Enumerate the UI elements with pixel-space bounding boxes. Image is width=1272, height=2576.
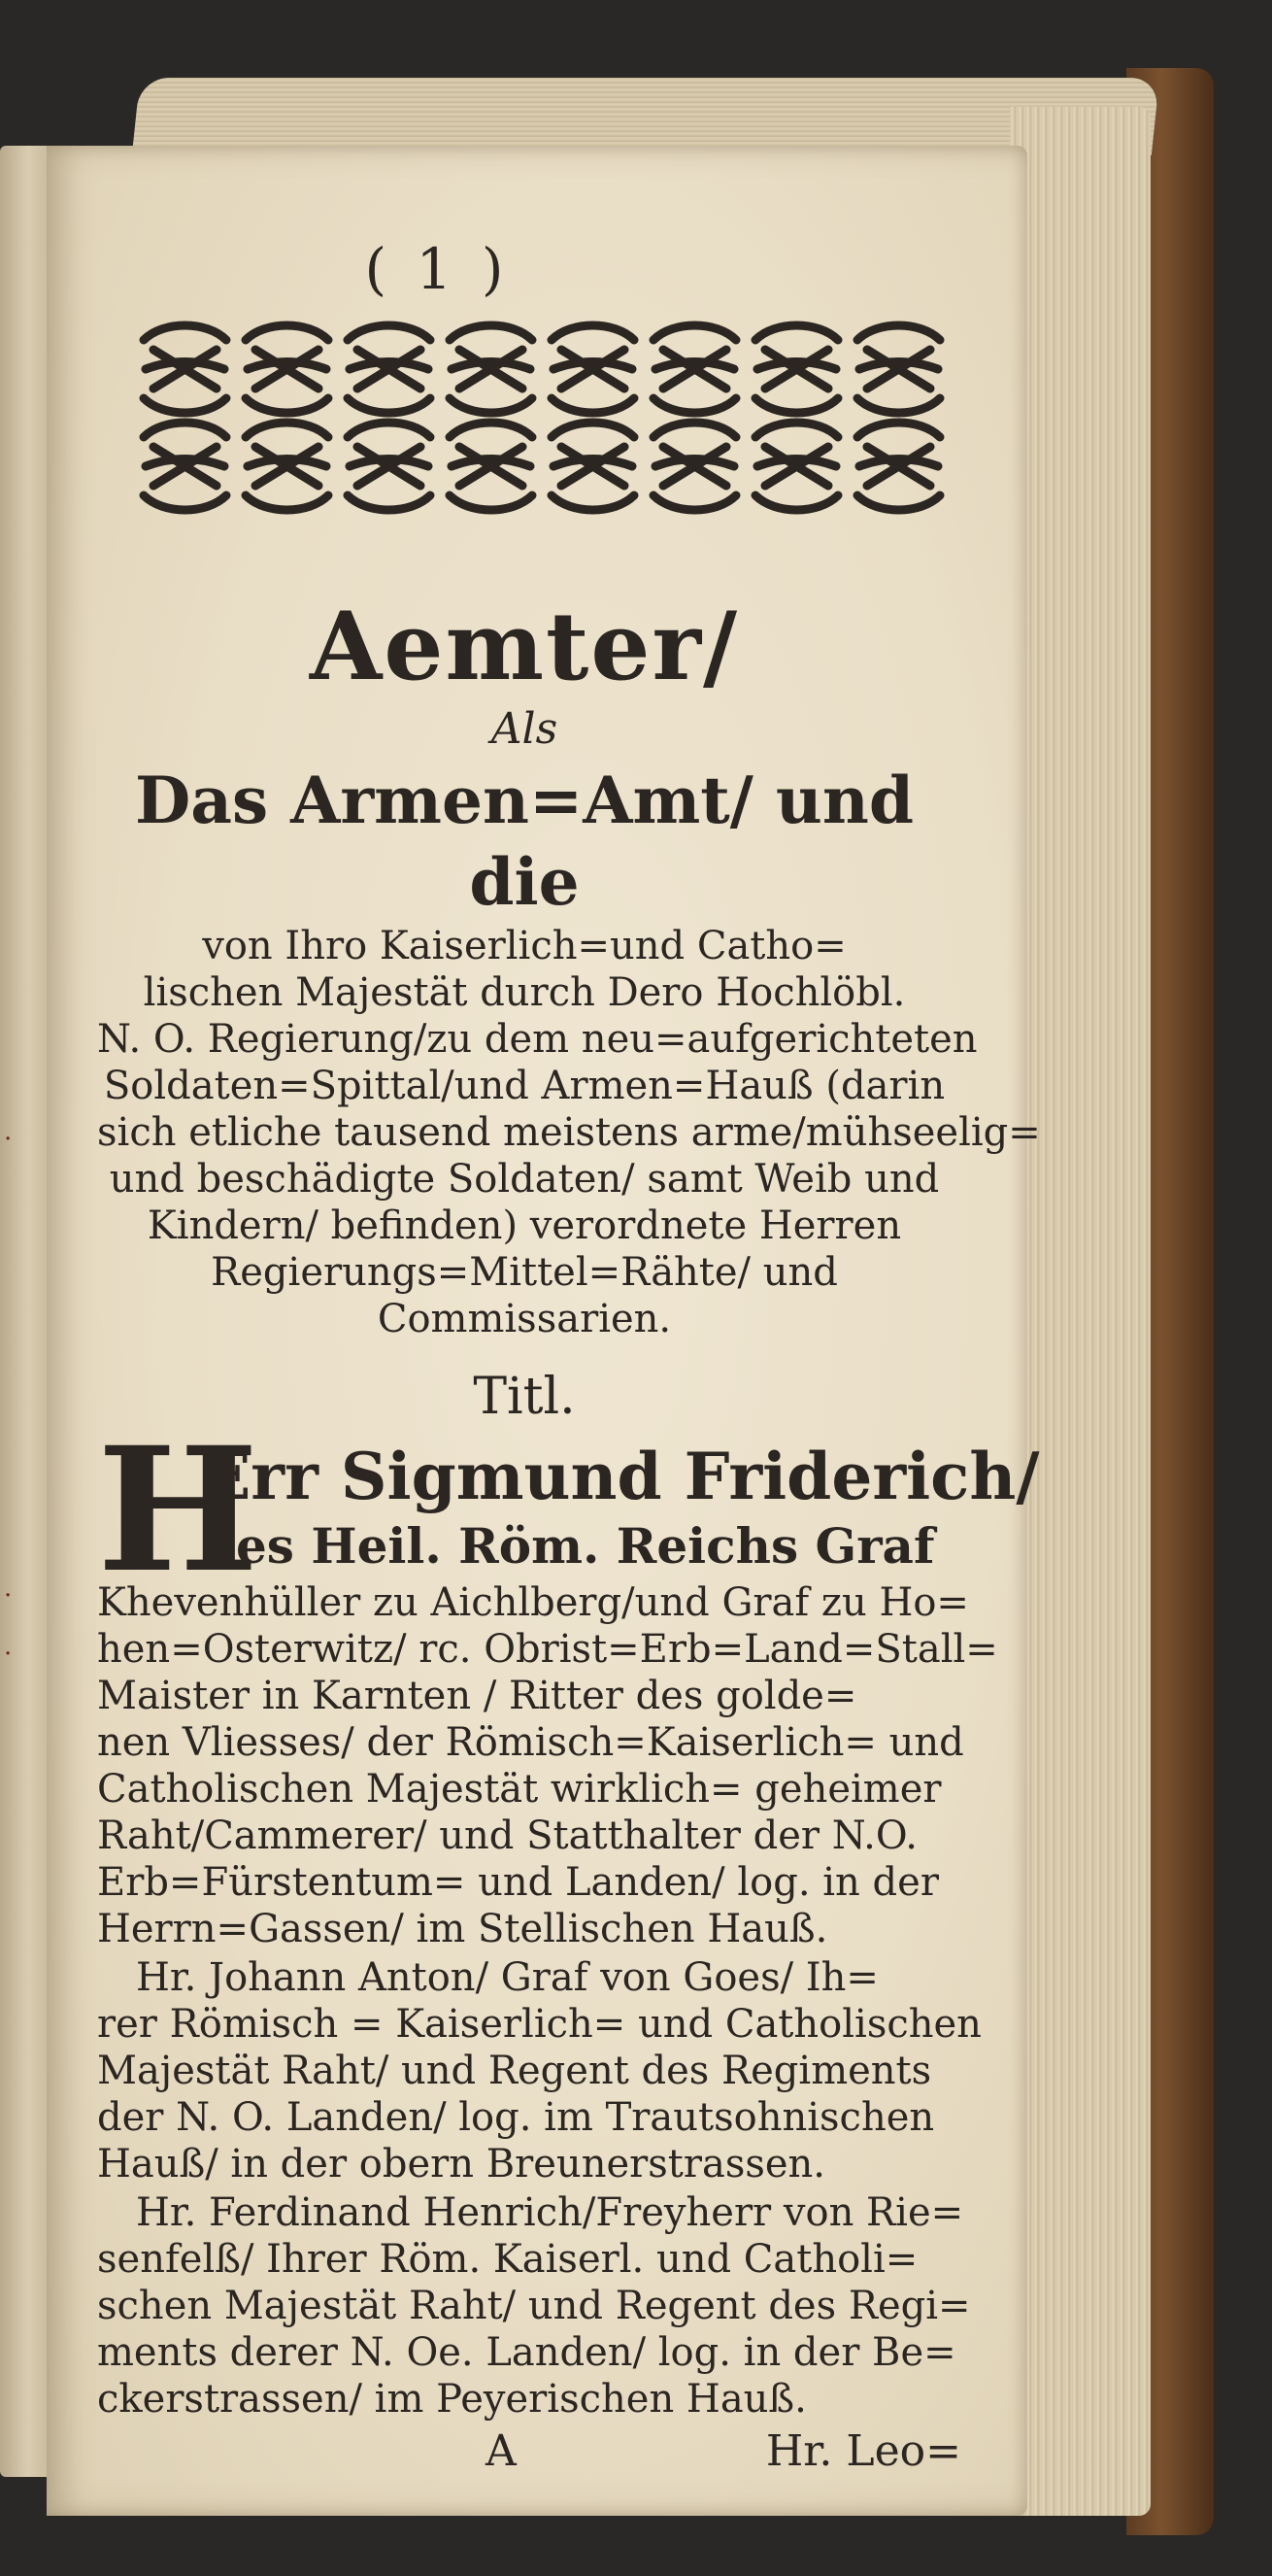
ornament-knot [653, 325, 736, 413]
dropcap: H [97, 1409, 259, 1610]
ornament-band [134, 321, 950, 515]
intro-line: von Ihro Kaiserlich=und Catho= [202, 924, 847, 968]
entry-line: Khevenhüller zu Aichlberg/und Graf zu Ho= [97, 1580, 969, 1625]
ornament-knot [348, 325, 430, 413]
entry-line: Raht/Cammerer/ und Statthalter der N.O. [97, 1813, 919, 1858]
ornament-knot [144, 325, 226, 413]
entry-line: Hr. Johann Anton/ Graf von Goes/ Ih= [136, 1955, 879, 2000]
ornament-knot [653, 423, 736, 510]
ornament-knot [246, 325, 328, 413]
intro-line: und beschädigte Soldaten/ samt Weib und [109, 1157, 940, 1202]
ornament-knot [755, 325, 838, 413]
page-footer [97, 2423, 961, 2481]
heading: Aemter/ [309, 592, 740, 701]
entry-line: hen=Osterwitz/ rc. Obrist=Erb=Land=Stall= [97, 1627, 998, 1672]
red-mark: · [4, 1640, 13, 1669]
intro-line: N. O. Regierung/zu dem neu=aufgerichteten [97, 1017, 978, 1062]
first-entry [97, 1409, 1040, 1952]
ornament-knot [857, 423, 940, 510]
entry-line: der N. O. Landen/ log. im Trautsohnischen [97, 2095, 935, 2140]
entry-line: senfelß/ Ihrer Röm. Kaiserl. und Catholi= [97, 2237, 919, 2282]
ornament-knot [348, 423, 430, 510]
entry-line: Erb=Fürstentum= und Landen/ log. in der [97, 1860, 939, 1905]
page-top-edges [132, 78, 1159, 155]
entry-line: nen Vliesses/ der Römisch=Kaiserlich= und [97, 1720, 964, 1765]
catchword: Hr. Leo= [765, 2426, 961, 2476]
ornament-knot [755, 423, 838, 510]
first-entry-line2: des Heil. Röm. Reichs Graf [202, 1517, 935, 1575]
entry-goes [97, 1954, 982, 2187]
ornament-knot [144, 423, 226, 510]
entry-line: Hr. Ferdinand Henrich/Freyherr von Rie= [136, 2190, 964, 2235]
facing-page-sliver [0, 146, 47, 2477]
ornament-knot [450, 423, 532, 510]
ornament-knot [552, 325, 634, 413]
red-mark: · [4, 1581, 13, 1610]
entry-line: rer Römisch = Kaiserlich= und Catholischen [97, 2002, 982, 2047]
ornament-knot [857, 325, 940, 413]
intro-line: Commissarien. [377, 1297, 672, 1341]
page-number: ( 1 ) [364, 236, 510, 302]
intro-paragraph [97, 923, 1041, 1342]
intro-line: lischen Majestät durch Dero Hochlöbl. [143, 970, 906, 1015]
entry-line: Maister in Karnten / Ritter des golde= [97, 1674, 857, 1718]
entry-riesenfels [97, 2189, 971, 2423]
entry-line: ments derer N. Oe. Landen/ log. in der Be= [97, 2330, 956, 2375]
entry-line: Herrn=Gassen/ im Stellischen Hauß. [97, 1907, 828, 1951]
signature-mark: A [485, 2426, 517, 2476]
first-entry-body [97, 1579, 998, 1952]
intro-line: sich etliche tausend meistens arme/mühseelig= [97, 1110, 1041, 1155]
entry-line: ckerstrassen/ im Peyerischen Hauß. [97, 2377, 807, 2422]
entry-line: Majestät Raht/ und Regent des Regiments [97, 2049, 932, 2093]
lead-line: Das Armen=Amt/ und die [135, 763, 914, 920]
intro-line: Kindern/ befinden) verordnete Herren [147, 1203, 902, 1248]
entry-line: Catholischen Majestät wirklich= geheimer [97, 1767, 942, 1812]
ornament-svg [134, 321, 950, 515]
ornament-knot [450, 325, 532, 413]
subheading: Als [490, 704, 558, 754]
intro-line: Regierungs=Mittel=Rähte/ und [211, 1250, 838, 1295]
book-page [47, 146, 1041, 2516]
red-mark: · [4, 1125, 13, 1154]
entry-line: schen Majestät Raht/ und Regent des Regi= [97, 2284, 971, 2328]
entry-line: Hauß/ in der obern Breunerstrassen. [97, 2142, 826, 2186]
ornament-knot [246, 423, 328, 510]
page-fore-edges [1010, 107, 1151, 2516]
intro-line: Soldaten=Spittal/und Armen=Hauß (darin [103, 1064, 946, 1108]
ornament-knot [552, 423, 634, 510]
first-entry-line1: Err Sigmund Friderich/ [202, 1439, 1040, 1514]
section-title: Titl. [473, 1368, 576, 1426]
page-text [97, 235, 1041, 2481]
